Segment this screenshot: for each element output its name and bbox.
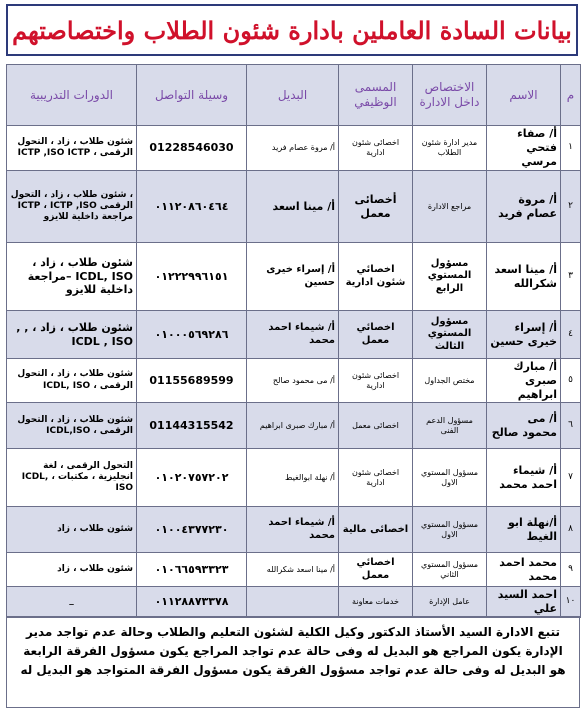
- table-header-row: [7, 65, 581, 126]
- cell-spec: مسؤول المستوي الثالث: [413, 311, 487, 359]
- cell-courses: شئون طلاب ، زاد ، التحول الرقمى ، ICDL, ISO: [7, 359, 137, 403]
- cell-spec: مسؤول المستوي الاول: [413, 449, 487, 507]
- header-job: المسمى الوظيفي: [339, 65, 413, 126]
- table-row: [7, 403, 581, 449]
- cell-spec: مسؤول الدعم الفنى: [413, 403, 487, 449]
- cell-name: أ/ صفاء فتحي مرسي: [487, 126, 561, 171]
- cell-num: ٣: [561, 243, 581, 311]
- cell-name: أ/ مى محمود صالح: [487, 403, 561, 449]
- cell-job: اخصائي معمل: [339, 311, 413, 359]
- cell-name: أ/ شيماء احمد محمد: [487, 449, 561, 507]
- header-sub: البديل: [247, 65, 339, 126]
- cell-num: ٨: [561, 507, 581, 553]
- cell-name: أ/نهلة ابو الغيط: [487, 507, 561, 553]
- table-row: [7, 359, 581, 403]
- cell-sub: أ/ شيماء احمد محمد: [247, 507, 339, 553]
- cell-name: أ/ مبارك صبرى ابراهيم: [487, 359, 561, 403]
- cell-courses: شئون طلاب ، زاد ، ICDL, ISO –مراجعة داخلية للايزو: [7, 243, 137, 311]
- title-box: [6, 4, 578, 56]
- cell-num: ٤: [561, 311, 581, 359]
- cell-job: أخصائى معمل: [339, 171, 413, 243]
- cell-job: اخصائى شئون ادارية: [339, 126, 413, 171]
- cell-num: ٥: [561, 359, 581, 403]
- table-row: [7, 507, 581, 553]
- cell-job: اخصائى شئون ادارية: [339, 449, 413, 507]
- table-row: [7, 171, 581, 243]
- cell-courses: ، شئون طلاب ، زاد ، التحول الرقمى ICTP ، ICTP ,ISO مراجعة داخلية للايزو: [7, 171, 137, 243]
- cell-num: ٢: [561, 171, 581, 243]
- cell-name: احمد السيد علي: [487, 587, 561, 618]
- cell-num: ٧: [561, 449, 581, 507]
- cell-sub: [247, 587, 339, 618]
- cell-contact: ٠١٠٦٦٥٩٣٣٢٣: [137, 553, 247, 587]
- note-text: تتبع الادارة السيد الأستاذ الدكتور وكيل الكلية لشئون التعليم والطلاب وحالة عدم تواجد مدير الإدارة يكون المراجع هو البديل له وفى حالة عدم تواجد المراجع يكون مسؤول الفرقة الرابعة هو البديل له وفى حالة عدم تواجد مسؤول الفرقة يكون مسؤول الفرقة المتواجد هو البديل له: [20, 625, 566, 678]
- cell-name: أ/ مينا اسعد شكرالله: [487, 243, 561, 311]
- cell-contact: ٠١٠٠٤٣٧٧٢٣٠: [137, 507, 247, 553]
- cell-name: أ/ مروة عصام فريد: [487, 171, 561, 243]
- cell-job: اخصائى معمل: [339, 403, 413, 449]
- cell-contact: ٠١٢٢٢٩٩٦١٥١: [137, 243, 247, 311]
- header-courses: الدورات التدريبية: [7, 65, 137, 126]
- table-row: [7, 587, 581, 618]
- cell-courses: _: [7, 587, 137, 618]
- cell-contact: ٠١٠٠٠٥٦٩٢٨٦: [137, 311, 247, 359]
- cell-name: أ/ إسراء خيرى حسين: [487, 311, 561, 359]
- cell-job: خدمات معاونة: [339, 587, 413, 618]
- cell-job: اخصائى شئون ادارية: [339, 359, 413, 403]
- table-row: [7, 553, 581, 587]
- cell-spec: مختص الجداول: [413, 359, 487, 403]
- cell-courses: شئون طلاب ، زاد ، التحول الرقمى ، ICDL,ISO: [7, 403, 137, 449]
- cell-spec: عامل الإدارة: [413, 587, 487, 618]
- cell-job: اخصائي شئون ادارية: [339, 243, 413, 311]
- cell-contact: 01228546030: [137, 126, 247, 171]
- table-row: [7, 311, 581, 359]
- cell-sub: أ/ مبارك صبرى ابراهيم: [247, 403, 339, 449]
- table-row: [7, 126, 581, 171]
- header-spec: الاختصاص داخل الادارة: [413, 65, 487, 126]
- note-box: [6, 616, 580, 708]
- header-contact: وسيلة التواصل: [137, 65, 247, 126]
- cell-courses: شئون طلاب ، زاد ، , , ICDL , ISO: [7, 311, 137, 359]
- cell-spec: مراجع الادارة: [413, 171, 487, 243]
- cell-sub: أ/ شيماء احمد محمد: [247, 311, 339, 359]
- cell-contact: ٠١١٢٨٨٧٣٣٧٨: [137, 587, 247, 618]
- cell-num: ٦: [561, 403, 581, 449]
- cell-sub: أ/ نهلة ابوالغيط: [247, 449, 339, 507]
- cell-courses: شئون طلاب ، زاد: [7, 507, 137, 553]
- staff-table: [6, 64, 581, 618]
- cell-job: اخصائي معمل: [339, 553, 413, 587]
- cell-courses: شئون طلاب ، زاد: [7, 553, 137, 587]
- cell-name: محمد احمد محمد: [487, 553, 561, 587]
- cell-spec: مسؤول المستوي الاول: [413, 507, 487, 553]
- cell-num: ١: [561, 126, 581, 171]
- cell-sub: أ/ مروة عصام فريد: [247, 126, 339, 171]
- cell-num: ١٠: [561, 587, 581, 618]
- cell-contact: ٠١٠٢٠٧٥٧٢٠٢: [137, 449, 247, 507]
- cell-job: اخصائى مالية: [339, 507, 413, 553]
- cell-num: ٩: [561, 553, 581, 587]
- cell-spec: مدير ادارة شئون الطلاب: [413, 126, 487, 171]
- cell-courses: شئون طلاب ، زاد ، التحول الرقمى ، ICTP ,ISO ICTP: [7, 126, 137, 171]
- header-name: الاسم: [487, 65, 561, 126]
- cell-contact: 01144315542: [137, 403, 247, 449]
- header-num: م: [561, 65, 581, 126]
- cell-spec: مسؤول المستوي الثاني: [413, 553, 487, 587]
- cell-contact: 01155689599: [137, 359, 247, 403]
- page-title: بيانات السادة العاملين بادارة شئون الطلاب واختصاصتهم: [12, 15, 572, 45]
- cell-sub: أ/ إسراء خيرى حسين: [247, 243, 339, 311]
- cell-sub: أ/ مينا اسعد شكرالله: [247, 553, 339, 587]
- table-row: [7, 243, 581, 311]
- cell-sub: أ/ مينا اسعد: [247, 171, 339, 243]
- cell-spec: مسؤول المستوي الرابع: [413, 243, 487, 311]
- table-row: [7, 449, 581, 507]
- cell-contact: ٠١١٢٠٨٦٠٤٦٤: [137, 171, 247, 243]
- cell-sub: أ/ مى محمود صالح: [247, 359, 339, 403]
- cell-courses: التحول الرقمى ، لغة انجليزية ، مكتبات ، ICDL, ISO: [7, 449, 137, 507]
